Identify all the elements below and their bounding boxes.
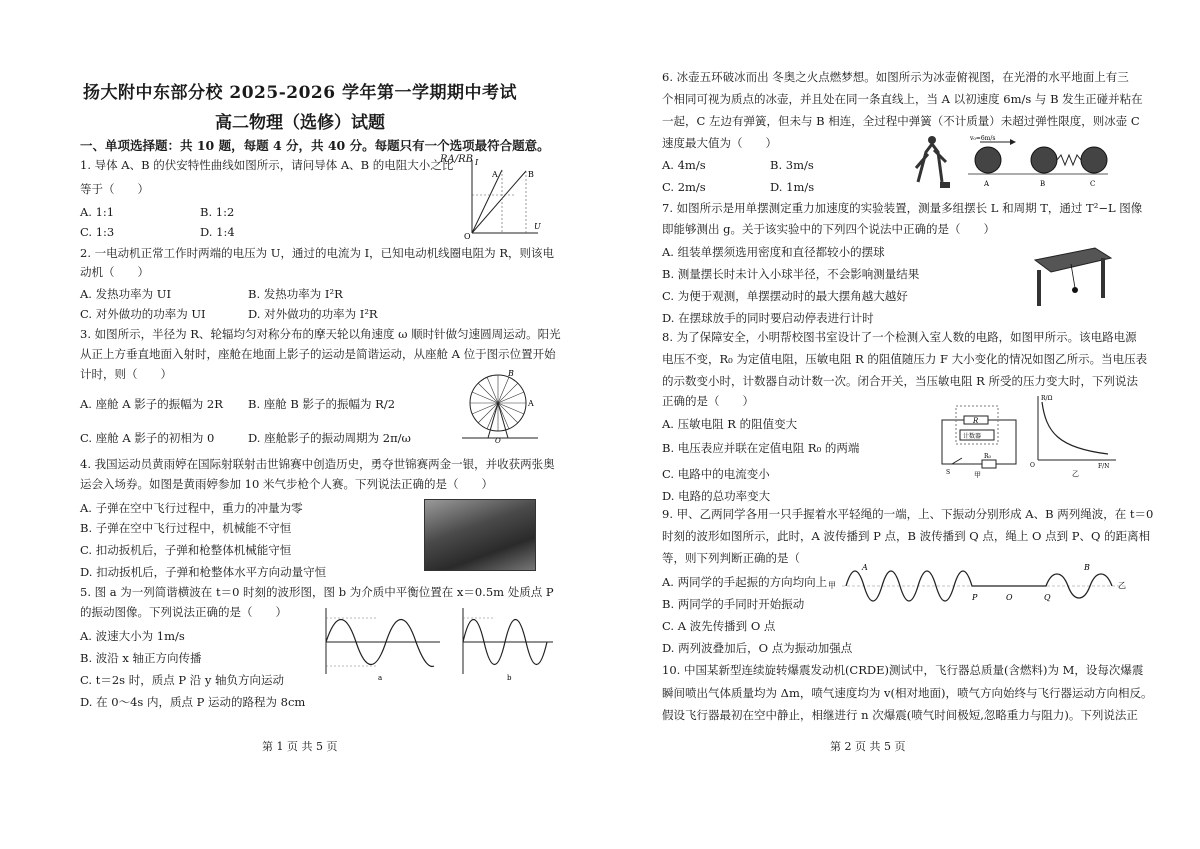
- q7-option-d: D. 在摆球放手的同时要启动停表进行计时: [662, 311, 874, 325]
- q1-label-b: B: [528, 170, 534, 179]
- q8-stem: 8. 为了保障安全，小明帮校图书室设计了一个检测入室人数的电路，如图甲所示。该电路电源: [662, 330, 1137, 344]
- q7-stem: 7. 如图所示是用单摆测定重力加速度的实验装置，测量多组摆长 L 和周期 T，通过 T²−L 图像: [662, 201, 1143, 215]
- q5-stem: 5. 图 a 为一列简谐横波在 t＝0 时刻的波形图，图 b 为介质中平衡位置在 x＝0.5m 处质点 P: [80, 585, 554, 599]
- q9-label-jia: 甲: [828, 581, 836, 590]
- q1-axis-i: I: [475, 158, 479, 167]
- q9-option-d: D. 两列波叠加后，O 点为振动加强点: [662, 641, 853, 655]
- q9-label-yi: 乙: [1118, 581, 1126, 590]
- q3-option-d: D. 座舱影子的振动周期为 2π/ω: [248, 431, 411, 445]
- q5-wave-graph-a: [318, 604, 443, 682]
- q8-label-yi: 乙: [1072, 470, 1079, 478]
- q8-circuit-diagram: [938, 398, 1020, 478]
- q6-v0-label: v₀=6m/s: [970, 135, 996, 142]
- q7-option-c: C. 为便于观测，单摆摆动时的最大摆角越大越好: [662, 289, 908, 303]
- q8-origin: O: [1030, 462, 1035, 469]
- q3-label-b: B: [508, 369, 514, 378]
- q1-stem-2: 等于（ ）: [80, 182, 149, 196]
- q1-axis-u: U: [534, 222, 541, 231]
- q9-label-a: A: [862, 563, 868, 572]
- q4-stem: 4. 我国运动员黄雨婷在国际射联射击世锦赛中创造历史，勇夺世锦赛两金一银，并收获两张奥: [80, 457, 555, 471]
- q8-label-s: S: [946, 469, 951, 476]
- q4-option-b: B. 子弹在空中飞行过程中，机械能不守恒: [80, 521, 292, 535]
- q1-stem: 1. 导体 A、B 的伏安特性曲线如图所示，请问导体 A、B 的电阻大小之比: [80, 158, 454, 172]
- q6-stem-2: 个相同可视为质点的冰壶，并且处在同一条直线上，当 A 以初速度 6m/s 与 B 发生正碰并粘在: [662, 92, 1143, 106]
- q3-label-a: A: [528, 399, 534, 408]
- q3-option-c: C. 座舱 A 影子的初相为 0: [80, 431, 215, 445]
- q8-option-a: A. 压敏电阻 R 的阻值变大: [662, 417, 798, 431]
- q8-stem-4: 正确的是（ ）: [662, 394, 754, 408]
- q3-option-a: A. 座舱 A 影子的振幅为 2R: [80, 397, 223, 411]
- q8-label-r0: R₀: [984, 453, 991, 460]
- q8-label-counter: 计数器: [963, 433, 982, 440]
- q10-stem: 10. 中国某新型连续旋转爆震发动机(CRDE)测试中，飞行器总质量(含燃料)为 M，设每次爆震: [662, 663, 1144, 677]
- q9-rope-wave-figure: [826, 560, 1136, 610]
- q8-option-b: B. 电压表应并联在定值电阻 R₀ 的两端: [662, 441, 860, 455]
- q5-vibration-graph-b: [455, 604, 555, 682]
- q8-axis-y: R/Ω: [1041, 395, 1053, 402]
- q9-label-o: O: [1006, 593, 1013, 602]
- q1-option-a: A. 1:1: [80, 205, 115, 219]
- q9-option-c: C. A 波先传播到 O 点: [662, 619, 776, 633]
- q6-label-a: A: [984, 180, 990, 188]
- q6-stem: 6. 冰壶五环破冰而出 冬奥之火点燃梦想。如图所示为冰壶俯视图，在光滑的水平地面上有三: [662, 70, 1129, 84]
- q2-option-c: C. 对外做功的功率为 UI: [80, 307, 206, 321]
- q8-resistance-pressure-graph: [1028, 392, 1120, 478]
- q7-pendulum-apparatus: [1025, 240, 1115, 310]
- q8-stem-3: 的示数变小时，计数器自动计数一次。闭合开关，当压敏电阻 R 所受的压力变大时，下列说法: [662, 374, 1138, 388]
- q1-origin: O: [464, 232, 471, 240]
- q8-label-r: R: [973, 417, 979, 425]
- q6-curling-figure: [908, 132, 1108, 192]
- page-2: [600, 0, 1200, 849]
- q6-option-a: A. 4m/s: [662, 158, 706, 172]
- exam-subtitle: 高二物理（选修）试题: [215, 113, 385, 133]
- page-2-footer: 第 2 页 共 5 页: [830, 740, 906, 753]
- q8-option-c: C. 电路中的电流变小: [662, 467, 770, 481]
- page-1-footer: 第 1 页 共 5 页: [262, 740, 338, 753]
- q4-stem-2: 运会入场券。如图是黄雨婷参加 10 米气步枪个人赛。下列说法正确的是（ ）: [80, 477, 493, 491]
- q8-label-jia: 甲: [974, 471, 981, 478]
- q7-option-b: B. 测量摆长时未计入小球半径，不会影响测量结果: [662, 267, 920, 281]
- q4-option-a: A. 子弹在空中飞行过程中，重力的冲量为零: [80, 501, 303, 515]
- q9-label-q: Q: [1044, 593, 1051, 602]
- q6-stem-3: 一起，C 左边有弹簧，但未与 B 相连，全过程中弹簧（不计质量）未超过弹性限度，则冰壶 C: [662, 114, 1140, 128]
- q9-option-b: B. 两同学的手同时开始振动: [662, 597, 805, 611]
- q6-label-c: C: [1090, 180, 1096, 188]
- q8-axis-x: F/N: [1098, 463, 1110, 470]
- q8-stem-2: 电压不变，R₀ 为定值电阻，压敏电阻 R 的阻值随压力 F 大小变化的情况如图乙所示。当电压表: [662, 352, 1148, 366]
- q5-fig-a-label: a: [378, 674, 383, 682]
- q3-stem-2: 从正上方垂直地面入射时，座舱在地面上影子的运动是简谐运动，从座舱 A 位于图示位置开始: [80, 347, 556, 361]
- q9-stem-3: 等，则下列判断正确的是（: [662, 551, 800, 565]
- q6-stem-4: 速度最大值为（ ）: [662, 136, 777, 150]
- shooter-photo: [424, 499, 536, 571]
- exam-title: 扬大附中东部分校 2025-2026 学年第一学期期中考试: [82, 83, 518, 103]
- q3-stem: 3. 如图所示，半径为 R、轮辐均匀对称分布的摩天轮以角速度 ω 顺时针做匀速圆周运动。阳光: [80, 327, 561, 341]
- q5-stem-2: 的振动图像。下列说法正确的是（ ）: [80, 605, 287, 619]
- q1-option-b: B. 1:2: [200, 205, 235, 219]
- q6-option-d: D. 1m/s: [770, 180, 815, 194]
- q1-ratio: RA/RB: [440, 154, 473, 165]
- q8-option-d: D. 电路的总功率变大: [662, 489, 771, 503]
- q1-label-a: A: [492, 170, 498, 179]
- q9-stem: 9. 甲、乙两同学各用一只手握着水平轻绳的一端，上、下振动分别形成 A、B 两列绳波，在 t＝0: [662, 507, 1154, 521]
- q9-label-b: B: [1084, 563, 1090, 572]
- q5-option-d: D. 在 0～4s 内，质点 P 运动的路程为 8cm: [80, 695, 306, 709]
- q2-option-a: A. 发热功率为 UI: [80, 287, 172, 301]
- q9-stem-2: 时刻的波形如图所示，此时，A 波传播到 P 点，B 波传播到 Q 点，绳上 O 点到 P、Q 的距离相: [662, 529, 1151, 543]
- q5-option-b: B. 波沿 x 轴正方向传播: [80, 651, 202, 665]
- q5-option-c: C. t＝2s 时，质点 P 沿 y 轴负方向运动: [80, 673, 285, 687]
- q2-stem: 2. 一电动机正常工作时两端的电压为 U，通过的电流为 I，已知电动机线圈电阻为 R，则该电: [80, 246, 554, 260]
- q5-option-a: A. 波速大小为 1m/s: [80, 629, 185, 643]
- q2-option-d: D. 对外做功的功率为 I²R: [248, 307, 378, 321]
- q9-option-a: A. 两同学的手起振的方向均向上: [662, 575, 828, 589]
- q1-option-d: D. 1:4: [200, 225, 235, 239]
- q3-stem-3: 计时，则（ ）: [80, 367, 172, 381]
- q4-option-c: C. 扣动扳机后，子弹和枪整体机械能守恒: [80, 543, 292, 557]
- q5-fig-b-label: b: [507, 674, 512, 682]
- q6-option-b: B. 3m/s: [770, 158, 814, 172]
- q1-option-c: C. 1:3: [80, 225, 115, 239]
- q2-stem-2: 动机（ ）: [80, 265, 149, 279]
- q4-option-d: D. 扣动扳机后，子弹和枪整体水平方向动量守恒: [80, 565, 327, 579]
- q3-option-b: B. 座舱 B 影子的振幅为 R/2: [248, 397, 396, 411]
- q2-option-b: B. 发热功率为 I²R: [248, 287, 343, 301]
- q10-stem-2: 瞬间喷出气体质量均为 Δm，喷气速度均为 v(相对地面)，喷气方向始终与飞行器运动方向相反。: [662, 686, 1153, 700]
- q3-ferris-wheel: [460, 368, 540, 443]
- q10-stem-3: 假设飞行器最初在空中静止，相继进行 n 次爆震(喷气时间极短,忽略重力与阻力)。下列说法正: [662, 708, 1138, 722]
- q6-option-c: C. 2m/s: [662, 180, 706, 194]
- q1-iv-graph: [462, 155, 542, 240]
- q7-stem-2: 即能够测出 g。关于该实验中的下列四个说法中正确的是（ ）: [662, 222, 996, 236]
- q6-label-b: B: [1040, 180, 1046, 188]
- q9-label-p: P: [972, 593, 978, 602]
- q3-label-o: O: [495, 437, 501, 443]
- section-heading: 一、单项选择题：共 10 题，每题 4 分，共 40 分。每题只有一个选项最符合题意。: [80, 138, 550, 153]
- q7-option-a: A. 组装单摆须选用密度和直径都较小的摆球: [662, 245, 885, 259]
